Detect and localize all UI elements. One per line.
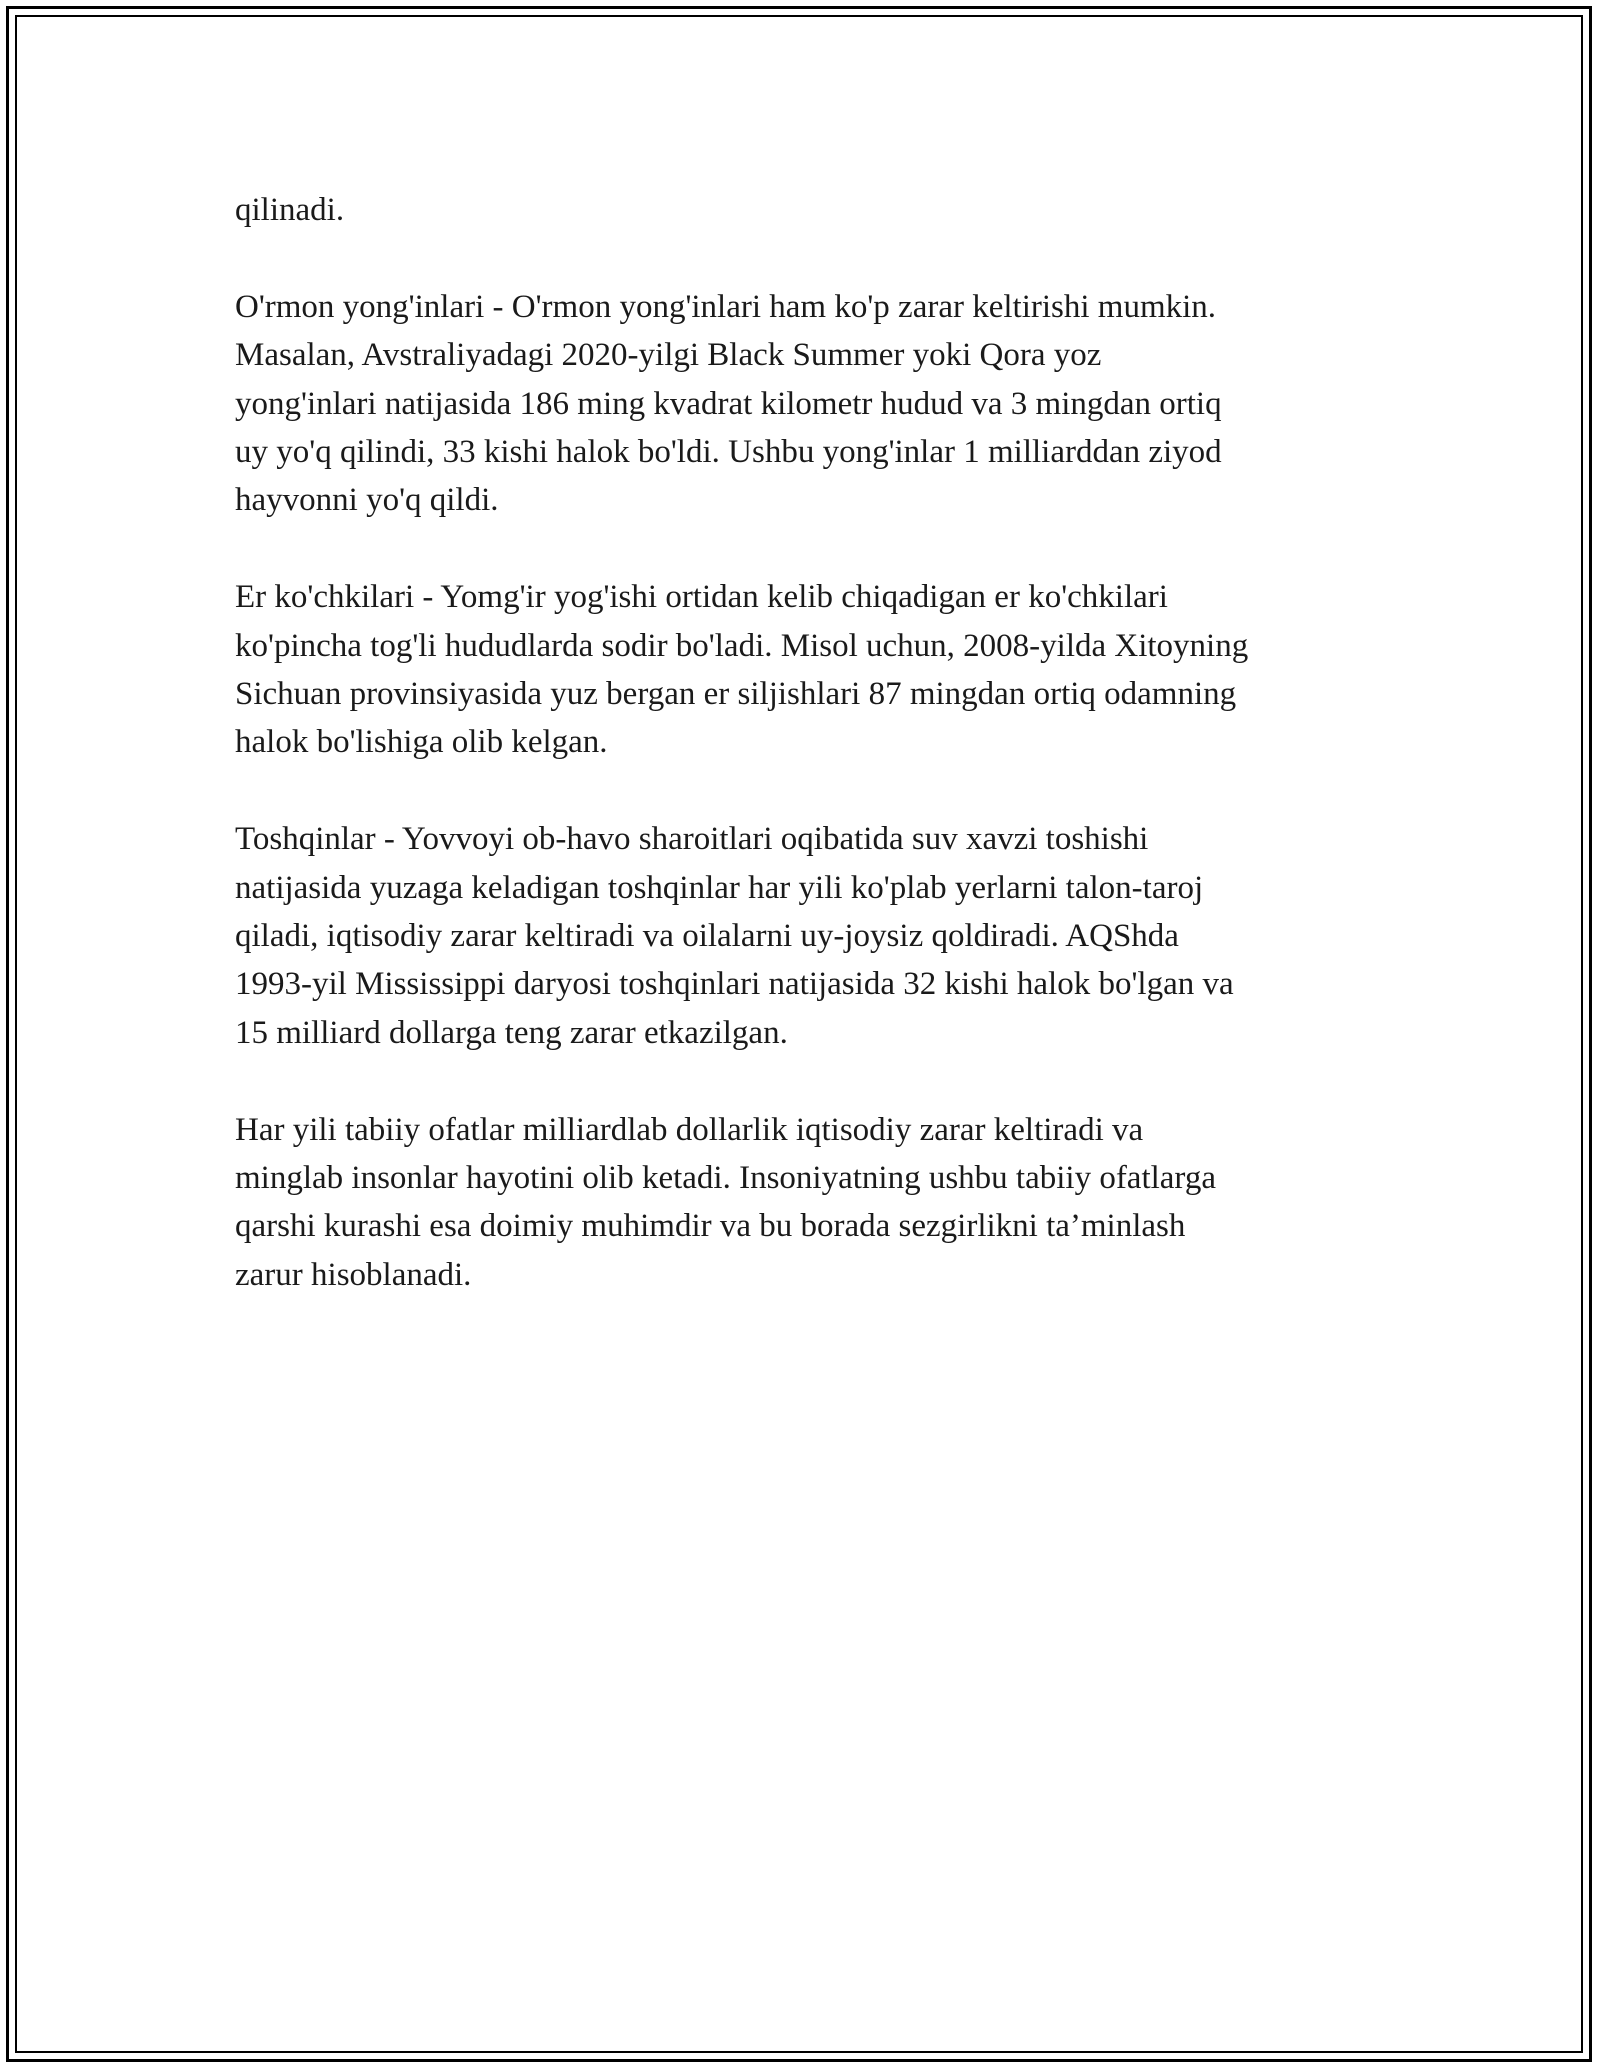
paragraph-continuation bbox=[235, 186, 1395, 234]
text-line: ko'pincha tog'li hududlarda sodir bo'ladi. Misol uchun, 2008-yilda Xitoyning bbox=[235, 627, 1249, 664]
text-line: hayvonni yo'q qildi. bbox=[235, 482, 499, 519]
text-line: Toshqinlar - Yovvoyi ob-havo sharoitlari oqibatida suv xavzi toshishi bbox=[235, 821, 1149, 858]
text-line: qarshi kurashi esa doimiy muhimdir va bu borada sezgirlikni ta’minlash bbox=[235, 1208, 1186, 1245]
text-line: Masalan, Avstraliyadagi 2020-yilgi Black Summer yoki Qora yoz bbox=[235, 337, 1102, 374]
text-line: qiladi, iqtisodiy zarar keltiradi va oilalarni uy-joysiz qoldiradi. AQShda bbox=[235, 918, 1179, 955]
text-line: Er ko'chkilari - Yomg'ir yog'ishi ortidan kelib chiqadigan er ko'chkilari bbox=[235, 579, 1168, 616]
text-line: 15 milliard dollarga teng zarar etkazilgan. bbox=[235, 1014, 788, 1051]
text-line: minglab insonlar hayotini olib ketadi. Insoniyatning ushbu tabiiy ofatlarga bbox=[235, 1160, 1216, 1197]
text-line: zarur hisoblanadi. bbox=[235, 1256, 472, 1293]
paragraph-landslides bbox=[235, 573, 1395, 767]
paragraph-conclusion bbox=[235, 1106, 1395, 1300]
text-line: halok bo'lishiga olib kelgan. bbox=[235, 724, 608, 761]
text-line: qilinadi. bbox=[235, 192, 345, 228]
paragraph-forest-fires bbox=[235, 283, 1395, 525]
text-line: Sichuan provinsiyasida yuz bergan er siljishlari 87 mingdan ortiq odamning bbox=[235, 676, 1237, 713]
text-line: 1993-yil Mississippi daryosi toshqinlari natijasida 32 kishi halok bo'lgan va bbox=[235, 966, 1234, 1003]
text-line: uy yo'q qilindi, 33 kishi halok bo'ldi. Ushbu yong'inlar 1 milliarddan ziyod bbox=[235, 434, 1222, 471]
text-line: yong'inlari natijasida 186 ming kvadrat kilometr hudud va 3 mingdan ortiq bbox=[235, 385, 1222, 422]
text-line: Har yili tabiiy ofatlar milliardlab dollarlik iqtisodiy zarar keltiradi va bbox=[235, 1111, 1144, 1148]
text-line: natijasida yuzaga keladigan toshqinlar har yili ko'plab yerlarni talon-taroj bbox=[235, 869, 1204, 906]
document-body bbox=[235, 186, 1395, 1348]
text-line: O'rmon yong'inlari - O'rmon yong'inlari ham ko'p zarar keltirishi mumkin. bbox=[235, 288, 1217, 325]
paragraph-floods bbox=[235, 815, 1395, 1057]
